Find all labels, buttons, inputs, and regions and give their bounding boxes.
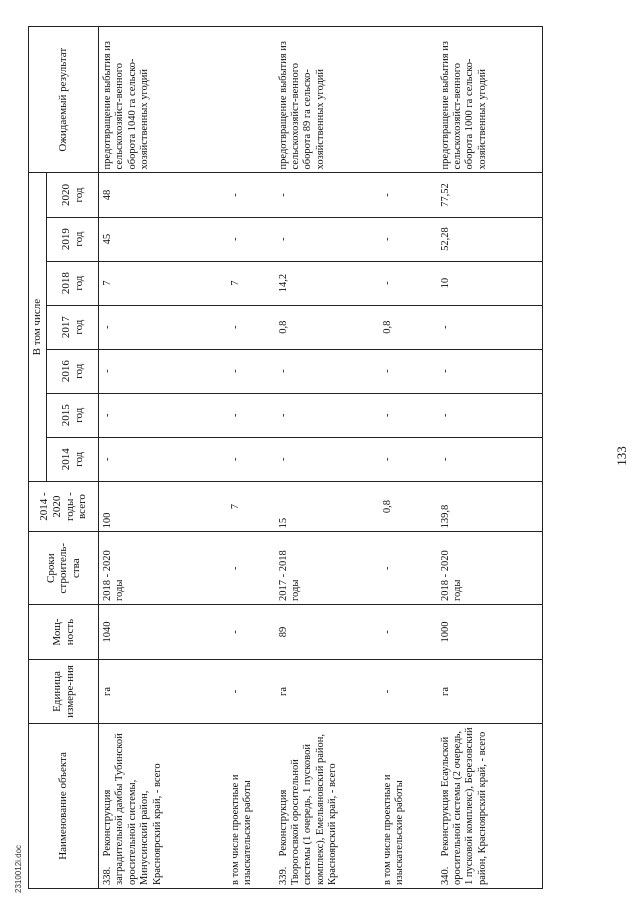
object-name-cell bbox=[437, 723, 543, 888]
year-cell: - bbox=[275, 349, 379, 393]
object-name: Реконструкция Есаульской оросительной системы (2 очередь, 1 пусковой комплекс), Березовский район, Красноярский край, - всего bbox=[439, 727, 488, 885]
year-cell: - bbox=[99, 437, 227, 481]
col-header-year: 2020 год bbox=[47, 173, 99, 217]
col-header-year: 2016 год bbox=[47, 349, 99, 393]
capacity-cell: 1040 bbox=[99, 605, 227, 660]
year-cell: 0,8 bbox=[379, 305, 437, 349]
result-cell: предотвращение выбытия из сельскохозяйст-венного оборота 89 га сельско-хозяйственных угодий bbox=[275, 27, 379, 173]
result-cell bbox=[379, 27, 437, 173]
object-name: Реконструкция заградительной дамбы Тубинской оросительной системы, Минусинский район, Красноярский край, - всего bbox=[102, 733, 163, 885]
object-name-cell bbox=[99, 723, 227, 888]
object-name-cell bbox=[275, 723, 379, 888]
result-cell: предотвращение выбытия из сельскохозяйст-венного оборота 1000 га сельско-хозяйственных угодий bbox=[437, 27, 543, 173]
year-cell: - bbox=[275, 393, 379, 437]
page-number: 133 bbox=[614, 446, 629, 466]
col-header-capacity: Мощ-ность bbox=[29, 605, 99, 660]
total-cell: 139,8 bbox=[437, 481, 543, 532]
terms-cell: 2017 - 2018 годы bbox=[275, 532, 379, 605]
year-cell: - bbox=[437, 393, 543, 437]
year-cell: - bbox=[227, 437, 275, 481]
year-cell: 77,52 bbox=[437, 173, 543, 217]
terms-cell: 2018 - 2020 годы bbox=[437, 532, 543, 605]
capacity-cell: 89 bbox=[275, 605, 379, 660]
year-cell: - bbox=[99, 305, 227, 349]
total-cell: 0,8 bbox=[379, 481, 437, 532]
col-header-terms: Сроки строитель-ства bbox=[29, 532, 99, 605]
terms-cell: - bbox=[379, 532, 437, 605]
total-cell: 7 bbox=[227, 481, 275, 532]
col-header-in-that: В том числе bbox=[29, 173, 47, 481]
capacity-cell: - bbox=[379, 605, 437, 660]
year-cell: - bbox=[227, 217, 275, 261]
table-row bbox=[379, 27, 437, 889]
year-cell: - bbox=[437, 349, 543, 393]
unit-cell: га bbox=[99, 660, 227, 724]
col-header-name: Наименование объекта bbox=[29, 723, 99, 888]
year-cell: 10 bbox=[437, 261, 543, 305]
year-cell: - bbox=[99, 393, 227, 437]
year-cell: - bbox=[275, 437, 379, 481]
file-footer: 2310012i.doc bbox=[14, 844, 23, 893]
table-row bbox=[99, 27, 227, 889]
unit-cell: га bbox=[437, 660, 543, 724]
year-cell: 14,2 bbox=[275, 261, 379, 305]
year-cell: - bbox=[379, 393, 437, 437]
table-row bbox=[437, 27, 543, 889]
year-cell: - bbox=[379, 217, 437, 261]
year-cell: - bbox=[437, 305, 543, 349]
object-name: в том числе проектные и изыскательские работы bbox=[227, 723, 275, 888]
year-cell: 0,8 bbox=[275, 305, 379, 349]
year-cell: 48 bbox=[99, 173, 227, 217]
capacity-cell: - bbox=[227, 605, 275, 660]
col-header-year: 2014 год bbox=[47, 437, 99, 481]
year-cell: - bbox=[99, 349, 227, 393]
year-cell: - bbox=[227, 305, 275, 349]
table-row bbox=[275, 27, 379, 889]
year-cell: 7 bbox=[99, 261, 227, 305]
col-header-year: 2018 год bbox=[47, 261, 99, 305]
year-cell: 52,28 bbox=[437, 217, 543, 261]
unit-cell: - bbox=[227, 660, 275, 724]
object-name: в том числе проектные и изыскательские работы bbox=[379, 723, 437, 888]
row-number: 339. bbox=[277, 866, 289, 885]
year-cell: - bbox=[275, 217, 379, 261]
row-number: 338. bbox=[102, 866, 113, 885]
year-cell: - bbox=[275, 173, 379, 217]
row-number: 340. bbox=[439, 866, 451, 885]
col-header-total: 2014 - 2020 годы - всего bbox=[29, 481, 99, 532]
year-cell: 45 bbox=[99, 217, 227, 261]
col-header-unit: Единица измере-ния bbox=[29, 660, 99, 724]
object-name: Реконструкция Творогосвкой оросительной системы (1 очередь, 1 пусковой комплекс), Емельяновский район, Красноярский край, - всего bbox=[277, 733, 338, 885]
col-header-year: 2015 год bbox=[47, 393, 99, 437]
col-header-result: Ожидаемый результат bbox=[29, 27, 99, 173]
table-row bbox=[227, 27, 275, 889]
col-header-year: 2017 год bbox=[47, 305, 99, 349]
year-cell: - bbox=[437, 437, 543, 481]
terms-cell: 2018 - 2020 годы bbox=[99, 532, 227, 605]
capacity-cell: 1000 bbox=[437, 605, 543, 660]
total-cell: 15 bbox=[275, 481, 379, 532]
year-cell: - bbox=[227, 393, 275, 437]
year-cell: - bbox=[379, 349, 437, 393]
year-cell: 7 bbox=[227, 261, 275, 305]
result-cell bbox=[227, 27, 275, 173]
unit-cell: - bbox=[379, 660, 437, 724]
col-header-year: 2019 год bbox=[47, 217, 99, 261]
year-cell: - bbox=[227, 349, 275, 393]
year-cell: - bbox=[379, 261, 437, 305]
year-cell: - bbox=[379, 173, 437, 217]
year-cell: - bbox=[379, 437, 437, 481]
year-cell: - bbox=[227, 173, 275, 217]
investment-table bbox=[28, 26, 543, 889]
terms-cell: - bbox=[227, 532, 275, 605]
total-cell: 100 bbox=[99, 481, 227, 532]
unit-cell: га bbox=[275, 660, 379, 724]
result-cell: предотвращение выбытия из сельскохозяйст-венного оборота 1040 га сельско-хозяйственных угодий bbox=[99, 27, 227, 173]
